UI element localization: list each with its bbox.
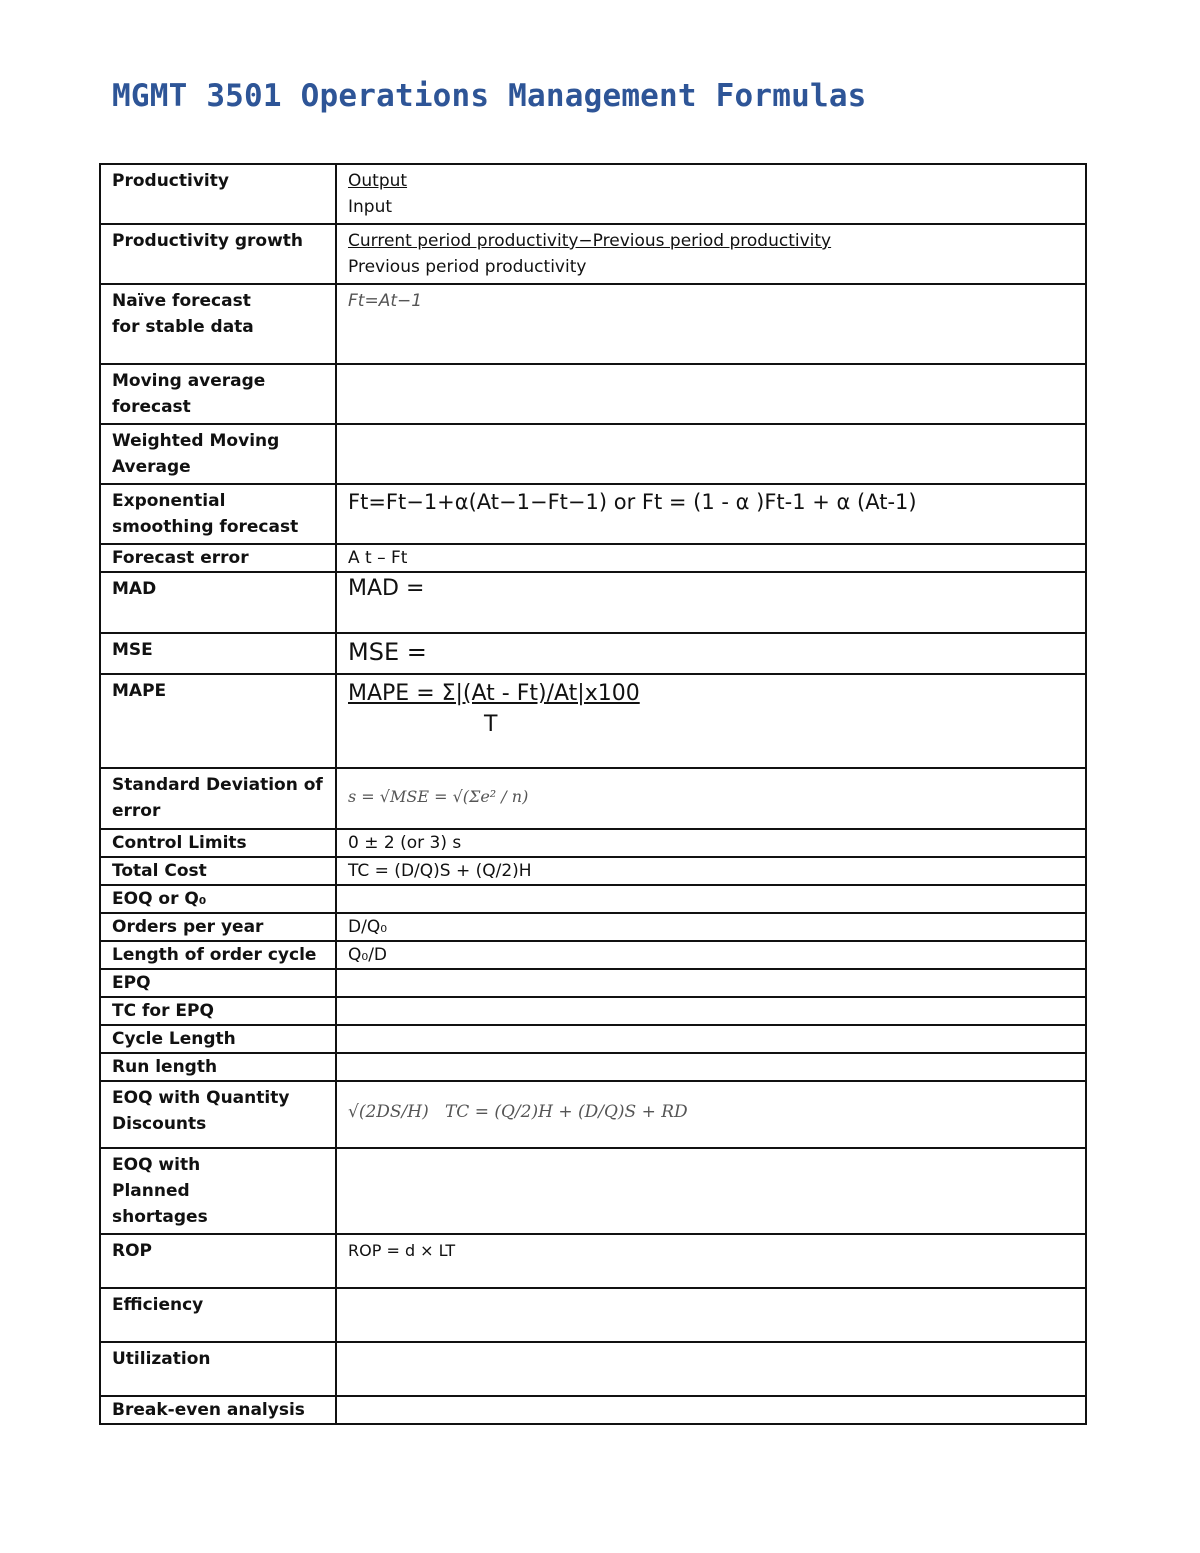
row-label: ROP <box>100 1234 336 1288</box>
row-formula <box>336 1288 1086 1342</box>
row-formula <box>336 997 1086 1025</box>
table-row <box>100 941 1086 969</box>
row-label: Orders per year <box>100 913 336 941</box>
row-label: Control Limits <box>100 829 336 857</box>
row-label: Standard Deviation of error <box>100 768 336 829</box>
row-formula: D/Q₀ <box>336 913 1086 941</box>
table-row <box>100 544 1086 572</box>
row-formula: ROP = d × LT <box>336 1234 1086 1288</box>
table-row <box>100 633 1086 674</box>
row-formula: Ft=At−1 <box>336 284 1086 364</box>
table-row <box>100 674 1086 768</box>
table-row <box>100 572 1086 633</box>
table-row <box>100 1025 1086 1053</box>
table-row <box>100 1148 1086 1234</box>
table-row <box>100 1396 1086 1424</box>
row-formula: MAD = <box>336 572 1086 633</box>
formulas-table <box>99 163 1087 1425</box>
row-formula <box>336 969 1086 997</box>
row-label: Cycle Length <box>100 1025 336 1053</box>
row-label: Productivity growth <box>100 224 336 284</box>
page-title: MGMT 3501 Operations Management Formulas <box>112 78 867 114</box>
table-row <box>100 1288 1086 1342</box>
row-formula: 0 ± 2 (or 3) s <box>336 829 1086 857</box>
row-label: EOQ with Planned shortages <box>100 1148 336 1234</box>
row-label: Total Cost <box>100 857 336 885</box>
table-row <box>100 424 1086 484</box>
row-formula <box>336 1053 1086 1081</box>
row-formula: A t – Ft <box>336 544 1086 572</box>
row-formula <box>336 1025 1086 1053</box>
row-formula: TC = (D/Q)S + (Q/2)H <box>336 857 1086 885</box>
row-label: Weighted Moving Average <box>100 424 336 484</box>
row-formula: Current period productivity−Previous period productivity Previous period productivity <box>336 224 1086 284</box>
table-row <box>100 969 1086 997</box>
row-formula: MAPE = Σ|(At - Ft)/At|x100 T <box>336 674 1086 768</box>
table-row <box>100 1081 1086 1148</box>
table-row <box>100 829 1086 857</box>
row-formula <box>336 1148 1086 1234</box>
table-row <box>100 284 1086 364</box>
table-row <box>100 364 1086 424</box>
row-label: Naïve forecast for stable data <box>100 284 336 364</box>
row-label: Break-even analysis <box>100 1396 336 1424</box>
table-row <box>100 1342 1086 1396</box>
row-formula <box>336 364 1086 424</box>
table-row <box>100 224 1086 284</box>
row-formula: s = √MSE = √(Σe² / n) <box>336 768 1086 829</box>
row-formula: √(2DS/H) TC = (Q/2)H + (D/Q)S + RD <box>336 1081 1086 1148</box>
row-label: TC for EPQ <box>100 997 336 1025</box>
row-label: Productivity <box>100 164 336 224</box>
row-formula: Output Input <box>336 164 1086 224</box>
row-formula <box>336 885 1086 913</box>
table-row <box>100 913 1086 941</box>
row-formula <box>336 424 1086 484</box>
row-label: Exponential smoothing forecast <box>100 484 336 544</box>
row-label: MSE <box>100 633 336 674</box>
row-label: Efficiency <box>100 1288 336 1342</box>
row-label: Run length <box>100 1053 336 1081</box>
row-label: EOQ with Quantity Discounts <box>100 1081 336 1148</box>
row-label: EPQ <box>100 969 336 997</box>
row-label: Utilization <box>100 1342 336 1396</box>
table-row <box>100 164 1086 224</box>
row-formula: Q₀/D <box>336 941 1086 969</box>
table-row <box>100 484 1086 544</box>
table-row <box>100 885 1086 913</box>
row-label: EOQ or Q₀ <box>100 885 336 913</box>
table-row <box>100 768 1086 829</box>
row-label: MAPE <box>100 674 336 768</box>
row-label: Forecast error <box>100 544 336 572</box>
row-label: Moving average forecast <box>100 364 336 424</box>
table-row <box>100 1234 1086 1288</box>
row-label: MAD <box>100 572 336 633</box>
row-formula <box>336 1342 1086 1396</box>
table-row <box>100 997 1086 1025</box>
table-row <box>100 857 1086 885</box>
row-label: Length of order cycle <box>100 941 336 969</box>
table-row <box>100 1053 1086 1081</box>
row-formula: Ft=Ft−1+α(At−1−Ft−1) or Ft = (1 - α )Ft-1 + α (At-1) <box>336 484 1086 544</box>
row-formula: MSE = <box>336 633 1086 674</box>
row-formula <box>336 1396 1086 1424</box>
